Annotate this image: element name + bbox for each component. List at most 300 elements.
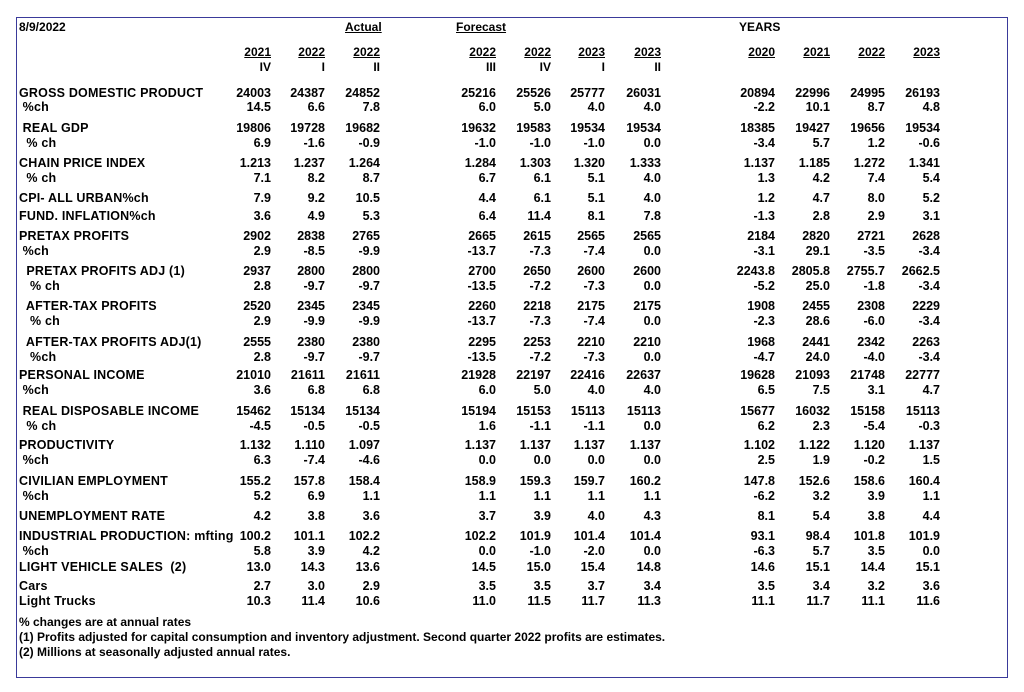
table-cell: 3.5 (757, 579, 775, 593)
table-cell: 1.3 (757, 171, 775, 185)
table-cell: 6.7 (478, 171, 496, 185)
table-cell: 4.0 (587, 509, 605, 523)
table-cell: 4.4 (922, 509, 940, 523)
row-label: REAL DISPOSABLE INCOME (19, 404, 200, 418)
table-cell: 2218 (523, 299, 551, 313)
table-cell: 2295 (468, 335, 496, 349)
table-cell: 147.8 (743, 474, 775, 488)
table-cell: 160.2 (629, 474, 661, 488)
table-cell: 101.9 (519, 529, 551, 543)
table-cell: 20894 (740, 86, 775, 100)
table-cell: 4.0 (643, 383, 661, 397)
table-cell: 2.9 (253, 314, 271, 328)
table-cell: 3.1 (922, 209, 940, 223)
table-cell: 3.6 (253, 209, 271, 223)
table-cell: 11.0 (472, 594, 496, 608)
table-cell: -2.0 (583, 544, 605, 558)
table-cell: 1.303 (519, 156, 551, 170)
table-cell: 6.9 (253, 136, 271, 150)
row-label: Cars (19, 579, 48, 593)
column-year-header: 2022 (353, 45, 380, 59)
table-cell: 15.1 (915, 560, 940, 574)
table-cell: 1.097 (348, 438, 380, 452)
table-cell: 4.8 (922, 100, 940, 114)
table-cell: -5.4 (863, 419, 885, 433)
table-cell: 22637 (626, 368, 661, 382)
years-heading: YEARS (739, 20, 781, 34)
column-quarter-header: I (321, 60, 325, 74)
table-cell: -4.5 (249, 419, 271, 433)
table-cell: 102.2 (464, 529, 496, 543)
table-cell: 0.0 (922, 544, 940, 558)
table-cell: 15.1 (805, 560, 830, 574)
note-profits-adjusted: (1) Profits adjusted for capital consumption and inventory adjustment. Second quarter 2022 profits are estimates. (19, 630, 666, 644)
table-cell: 21093 (795, 368, 830, 382)
column-year-header: 2022 (524, 45, 551, 59)
table-cell: 7.1 (253, 171, 271, 185)
table-cell: 9.2 (307, 191, 325, 205)
table-cell: 1.102 (743, 438, 775, 452)
table-cell: 3.5 (867, 544, 885, 558)
table-cell: 2210 (633, 335, 661, 349)
table-cell: 6.8 (307, 383, 325, 397)
row-label: Light Trucks (19, 594, 96, 608)
table-cell: 19534 (905, 121, 940, 135)
table-cell: 4.4 (478, 191, 496, 205)
table-cell: -0.5 (303, 419, 325, 433)
table-cell: 15158 (850, 404, 885, 418)
table-cell: 158.4 (348, 474, 380, 488)
table-cell: 4.3 (643, 509, 661, 523)
table-cell: 15113 (905, 404, 940, 418)
table-cell: -1.0 (529, 544, 551, 558)
table-cell: 2175 (577, 299, 605, 313)
table-cell: 1.120 (853, 438, 885, 452)
table-cell: 2243.8 (736, 264, 775, 278)
table-cell: 0.0 (643, 350, 661, 364)
table-cell: 2665 (468, 229, 496, 243)
table-cell: -13.5 (467, 350, 496, 364)
table-cell: 24.0 (805, 350, 830, 364)
table-cell: 6.2 (757, 419, 775, 433)
table-cell: 159.7 (573, 474, 605, 488)
table-cell: 2345 (352, 299, 380, 313)
table-cell: 19427 (795, 121, 830, 135)
table-cell: 15153 (516, 404, 551, 418)
row-label: %ch (19, 100, 49, 114)
table-cell: 1.137 (629, 438, 661, 452)
table-cell: 2229 (912, 299, 940, 313)
table-cell: 3.2 (812, 489, 830, 503)
table-cell: -13.7 (467, 314, 496, 328)
table-cell: 2345 (297, 299, 325, 313)
row-label: CIVILIAN EMPLOYMENT (19, 474, 168, 488)
table-cell: 18385 (740, 121, 775, 135)
table-cell: 2380 (352, 335, 380, 349)
table-cell: 1.333 (629, 156, 661, 170)
table-cell: 4.0 (587, 100, 605, 114)
table-cell: 159.3 (519, 474, 551, 488)
table-cell: 10.1 (805, 100, 830, 114)
table-cell: 5.1 (587, 191, 605, 205)
row-label: REAL GDP (19, 121, 89, 135)
column-year-header: 2022 (469, 45, 496, 59)
table-cell: 14.6 (750, 560, 775, 574)
row-label: PRETAX PROFITS ADJ (1) (19, 264, 185, 278)
table-cell: 7.9 (253, 191, 271, 205)
table-cell: 1.137 (464, 438, 496, 452)
row-label: AFTER-TAX PROFITS (19, 299, 157, 313)
table-cell: 22996 (795, 86, 830, 100)
table-cell: -9.9 (358, 244, 380, 258)
table-cell: 1.9 (812, 453, 830, 467)
table-cell: 14.5 (246, 100, 271, 114)
row-label: UNEMPLOYMENT RATE (19, 509, 166, 523)
table-cell: 155.2 (239, 474, 271, 488)
table-cell: -5.2 (753, 279, 775, 293)
table-cell: 8.2 (307, 171, 325, 185)
table-cell: 1.137 (743, 156, 775, 170)
column-year-header: 2021 (803, 45, 830, 59)
table-cell: -6.3 (753, 544, 775, 558)
table-cell: 101.4 (573, 529, 605, 543)
table-cell: 13.6 (355, 560, 380, 574)
row-label: %ch (19, 383, 49, 397)
table-cell: 2253 (523, 335, 551, 349)
table-cell: -9.7 (358, 279, 380, 293)
table-cell: 14.8 (636, 560, 661, 574)
table-cell: 1.2 (757, 191, 775, 205)
table-cell: 14.4 (860, 560, 885, 574)
report-date: 8/9/2022 (19, 20, 66, 34)
table-cell: 3.4 (643, 579, 661, 593)
table-cell: 2210 (577, 335, 605, 349)
table-cell: 1908 (747, 299, 775, 313)
table-cell: 24003 (236, 86, 271, 100)
table-cell: -4.6 (358, 453, 380, 467)
table-cell: 1.264 (348, 156, 380, 170)
table-cell: -3.1 (753, 244, 775, 258)
table-cell: 11.4 (301, 594, 325, 608)
table-cell: 2838 (297, 229, 325, 243)
table-cell: 11.1 (861, 594, 885, 608)
table-cell: 4.2 (812, 171, 830, 185)
table-cell: 1.185 (798, 156, 830, 170)
table-cell: 2.9 (253, 244, 271, 258)
table-cell: 101.9 (908, 529, 940, 543)
table-cell: 8.0 (867, 191, 885, 205)
table-cell: 15677 (740, 404, 775, 418)
table-cell: -8.5 (303, 244, 325, 258)
table-cell: 2184 (747, 229, 775, 243)
table-cell: 4.7 (922, 383, 940, 397)
note-millions: (2) Millions at seasonally adjusted annual rates. (19, 645, 291, 659)
table-cell: 3.6 (362, 509, 380, 523)
table-cell: 2441 (802, 335, 830, 349)
table-cell: 2.8 (812, 209, 830, 223)
table-cell: 6.0 (478, 100, 496, 114)
table-cell: 3.5 (533, 579, 551, 593)
table-cell: 2175 (633, 299, 661, 313)
table-cell: 2700 (468, 264, 496, 278)
table-cell: 19806 (236, 121, 271, 135)
row-label: LIGHT VEHICLE SALES (2) (19, 560, 187, 574)
table-cell: 1968 (747, 335, 775, 349)
table-cell: -0.5 (358, 419, 380, 433)
row-label: %ch (19, 350, 57, 364)
table-cell: 6.1 (533, 191, 551, 205)
table-cell: -7.4 (303, 453, 325, 467)
table-cell: 19656 (850, 121, 885, 135)
table-cell: 5.2 (253, 489, 271, 503)
table-cell: 5.3 (362, 209, 380, 223)
table-cell: -1.1 (583, 419, 605, 433)
table-cell: 1.320 (573, 156, 605, 170)
table-cell: 19628 (740, 368, 775, 382)
table-cell: 2.3 (812, 419, 830, 433)
table-cell: 15.0 (526, 560, 551, 574)
table-cell: 3.7 (587, 579, 605, 593)
column-quarter-header: II (654, 60, 661, 74)
table-cell: 3.5 (478, 579, 496, 593)
column-year-header: 2021 (244, 45, 271, 59)
table-cell: 5.4 (922, 171, 940, 185)
table-cell: -3.4 (918, 350, 940, 364)
table-cell: -9.7 (303, 279, 325, 293)
table-cell: -1.0 (583, 136, 605, 150)
table-cell: 14.3 (300, 560, 325, 574)
table-cell: 101.8 (853, 529, 885, 543)
table-cell: 4.0 (643, 171, 661, 185)
table-cell: -2.2 (753, 100, 775, 114)
table-cell: 1.1 (587, 489, 605, 503)
table-cell: 1.272 (853, 156, 885, 170)
column-year-header: 2023 (913, 45, 940, 59)
table-cell: 1.137 (908, 438, 940, 452)
row-label: CHAIN PRICE INDEX (19, 156, 146, 170)
table-cell: 25216 (461, 86, 496, 100)
table-cell: 0.0 (643, 453, 661, 467)
table-cell: 2721 (857, 229, 885, 243)
table-cell: 2628 (912, 229, 940, 243)
table-cell: 1.132 (239, 438, 271, 452)
table-cell: 1.237 (293, 156, 325, 170)
column-year-header: 2023 (578, 45, 605, 59)
row-label: PERSONAL INCOME (19, 368, 145, 382)
table-cell: 10.3 (246, 594, 271, 608)
table-cell: 2565 (633, 229, 661, 243)
table-cell: -4.7 (753, 350, 775, 364)
table-cell: 2308 (857, 299, 885, 313)
table-cell: 2765 (352, 229, 380, 243)
table-cell: 0.0 (478, 453, 496, 467)
table-cell: 2820 (802, 229, 830, 243)
table-cell: -2.3 (753, 314, 775, 328)
table-cell: 7.8 (362, 100, 380, 114)
table-cell: 4.2 (253, 509, 271, 523)
table-cell: 6.1 (533, 171, 551, 185)
table-cell: -6.2 (753, 489, 775, 503)
table-cell: 2260 (468, 299, 496, 313)
table-cell: -9.9 (358, 314, 380, 328)
table-cell: -7.2 (529, 279, 551, 293)
table-cell: 8.1 (757, 509, 775, 523)
table-cell: 26193 (905, 86, 940, 100)
table-cell: 8.7 (867, 100, 885, 114)
table-cell: 6.5 (757, 383, 775, 397)
table-cell: 25526 (516, 86, 551, 100)
table-cell: 11.6 (916, 594, 940, 608)
table-cell: -0.6 (918, 136, 940, 150)
table-cell: 3.7 (478, 509, 496, 523)
table-cell: -7.2 (529, 350, 551, 364)
row-label: % ch (19, 314, 60, 328)
table-cell: -3.4 (918, 314, 940, 328)
table-cell: 5.0 (533, 100, 551, 114)
table-cell: 3.4 (812, 579, 830, 593)
table-cell: 15113 (626, 404, 661, 418)
table-cell: 8.1 (587, 209, 605, 223)
table-cell: 6.6 (307, 100, 325, 114)
actual-heading: Actual (345, 20, 382, 34)
table-cell: 3.2 (867, 579, 885, 593)
table-cell: 6.4 (478, 209, 496, 223)
table-cell: 15113 (570, 404, 605, 418)
table-cell: 2902 (243, 229, 271, 243)
table-cell: -1.8 (863, 279, 885, 293)
table-cell: 5.4 (812, 509, 830, 523)
table-cell: -3.5 (863, 244, 885, 258)
table-cell: 2555 (243, 335, 271, 349)
table-cell: 8.7 (362, 171, 380, 185)
table-cell: 0.0 (643, 279, 661, 293)
row-label: INDUSTRIAL PRODUCTION: mfting (19, 529, 234, 543)
table-cell: 11.3 (637, 594, 661, 608)
table-cell: 0.0 (643, 244, 661, 258)
table-cell: 2.9 (362, 579, 380, 593)
row-label: GROSS DOMESTIC PRODUCT (19, 86, 204, 100)
table-cell: 1.137 (519, 438, 551, 452)
table-cell: -7.3 (529, 244, 551, 258)
table-cell: 3.6 (253, 383, 271, 397)
table-cell: 0.0 (643, 314, 661, 328)
column-year-header: 2022 (858, 45, 885, 59)
table-cell: 15134 (345, 404, 380, 418)
table-cell: 1.6 (478, 419, 496, 433)
table-cell: 2342 (857, 335, 885, 349)
table-cell: 19632 (461, 121, 496, 135)
table-cell: 2.5 (757, 453, 775, 467)
table-cell: 1.213 (239, 156, 271, 170)
table-cell: 24387 (290, 86, 325, 100)
table-cell: 4.0 (643, 191, 661, 205)
table-cell: 13.0 (246, 560, 271, 574)
table-cell: 1.2 (867, 136, 885, 150)
table-cell: -13.7 (467, 244, 496, 258)
table-cell: -9.7 (358, 350, 380, 364)
table-cell: 3.1 (867, 383, 885, 397)
table-cell: 4.2 (362, 544, 380, 558)
column-year-header: 2023 (634, 45, 661, 59)
table-cell: 6.0 (478, 383, 496, 397)
table-cell: 2755.7 (846, 264, 885, 278)
table-cell: 157.8 (293, 474, 325, 488)
table-cell: 3.0 (307, 579, 325, 593)
table-cell: 0.0 (643, 136, 661, 150)
table-cell: 26031 (626, 86, 661, 100)
table-cell: 101.1 (293, 529, 325, 543)
table-cell: 15134 (290, 404, 325, 418)
table-cell: 25.0 (805, 279, 830, 293)
column-year-header: 2022 (298, 45, 325, 59)
forecast-heading: Forecast (456, 20, 507, 34)
table-cell: 6.3 (253, 453, 271, 467)
table-cell: 10.6 (355, 594, 380, 608)
row-label: FUND. INFLATION%ch (19, 209, 156, 223)
table-cell: 102.2 (348, 529, 380, 543)
table-cell: -9.9 (303, 314, 325, 328)
table-cell: 1.137 (573, 438, 605, 452)
table-cell: 0.0 (587, 453, 605, 467)
table-cell: 100.2 (239, 529, 271, 543)
table-cell: 4.9 (307, 209, 325, 223)
table-cell: -9.7 (303, 350, 325, 364)
table-cell: -1.1 (529, 419, 551, 433)
table-cell: 19534 (626, 121, 661, 135)
table-cell: 0.0 (643, 544, 661, 558)
row-label: % ch (19, 419, 57, 433)
table-cell: 1.122 (798, 438, 830, 452)
table-cell: 2600 (633, 264, 661, 278)
table-cell: 21010 (236, 368, 271, 382)
table-cell: 2937 (243, 264, 271, 278)
table-cell: -6.0 (863, 314, 885, 328)
table-cell: 160.4 (908, 474, 940, 488)
table-cell: 21748 (850, 368, 885, 382)
table-cell: 24995 (850, 86, 885, 100)
table-cell: 1.1 (362, 489, 380, 503)
column-year-header: 2020 (748, 45, 775, 59)
table-cell: -4.0 (863, 350, 885, 364)
table-cell: -3.4 (918, 244, 940, 258)
table-cell: 1.1 (643, 489, 661, 503)
table-cell: 4.0 (643, 100, 661, 114)
table-cell: 2380 (297, 335, 325, 349)
table-cell: 98.4 (805, 529, 830, 543)
column-quarter-header: III (485, 60, 496, 74)
table-cell: 22197 (516, 368, 551, 382)
table-cell: 7.4 (867, 171, 885, 185)
row-label: AFTER-TAX PROFITS ADJ(1) (19, 335, 202, 349)
table-cell: 158.6 (853, 474, 885, 488)
table-cell: 101.4 (629, 529, 661, 543)
table-cell: 2455 (802, 299, 830, 313)
row-label: PRETAX PROFITS (19, 229, 130, 243)
table-cell: 2.7 (253, 579, 271, 593)
table-cell: 0.0 (643, 419, 661, 433)
row-label: % ch (19, 136, 57, 150)
table-cell: -13.5 (467, 279, 496, 293)
column-quarter-header: IV (539, 60, 551, 74)
table-cell: 28.6 (805, 314, 830, 328)
row-label: %ch (19, 544, 49, 558)
row-label: CPI- ALL URBAN%ch (19, 191, 149, 205)
table-cell: 11.7 (806, 594, 830, 608)
table-cell: -0.2 (863, 453, 885, 467)
table-cell: 11.7 (581, 594, 605, 608)
row-label: % ch (19, 279, 60, 293)
row-label: %ch (19, 489, 49, 503)
